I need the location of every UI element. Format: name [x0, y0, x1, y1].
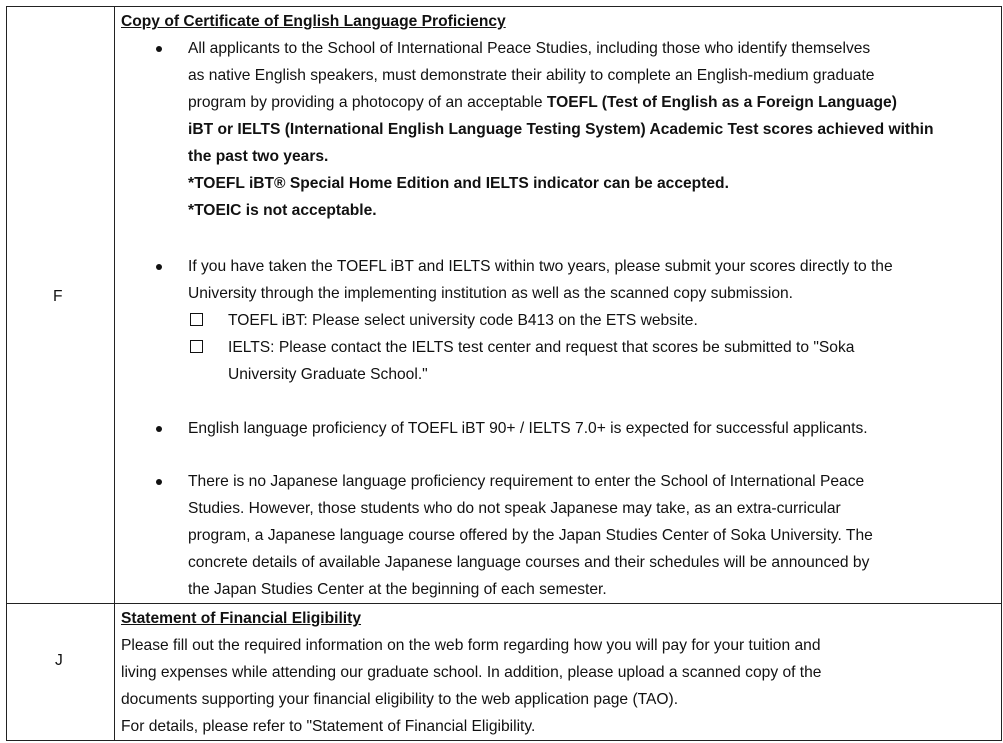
bullet1-line3 — [188, 89, 897, 116]
bullet1-note-home-edition: *TOEFL iBT® Special Home Edition and IELTS indicator can be accepted. — [188, 175, 729, 192]
bullet3-text: English language proficiency of TOEFL iBT 90+ / IELTS 7.0+ is expected for successful applicants. — [188, 420, 868, 437]
checkbox-ielts-label-line1: IELTS: Please contact the IELTS test center and request that scores be submitted to "Soka — [228, 339, 855, 356]
row-letter-f: F — [53, 288, 63, 305]
bullet-point — [156, 46, 162, 52]
bullet1-bold-line1: iBT or IELTS (International English Language Testing System) Academic Test scores achieved within — [188, 121, 934, 138]
table-border-right — [1001, 6, 1002, 741]
checkbox-ielts — [190, 340, 203, 353]
bullet-point — [156, 264, 162, 270]
financial-line2: living expenses while attending our graduate school. In addition, please upload a scanned copy of the — [121, 664, 822, 681]
bullet4-line5: the Japan Studies Center at the beginning of each semester. — [188, 581, 607, 598]
row-letter-j: J — [55, 652, 63, 669]
bullet-point — [156, 426, 162, 432]
column-divider — [114, 6, 115, 741]
bullet1-note-toeic: *TOEIC is not acceptable. — [188, 202, 377, 219]
row-divider — [6, 603, 1002, 604]
bullet1-line3-bold: TOEFL (Test of English as a Foreign Language) — [546, 94, 897, 111]
section-heading-english-proficiency: Copy of Certificate of English Language Proficiency — [121, 13, 506, 30]
checkbox-toefl — [190, 313, 203, 326]
bullet2-line1: If you have taken the TOEFL iBT and IELTS within two years, please submit your scores directly to the — [188, 258, 893, 275]
checkbox-ielts-label-line2: University Graduate School." — [228, 366, 428, 383]
financial-line1: Please fill out the required information on the web form regarding how you will pay for your tuition and — [121, 637, 821, 654]
table-border-bottom — [6, 740, 1002, 741]
bullet2-line2: University through the implementing institution as well as the scanned copy submission. — [188, 285, 793, 302]
bullet1-line1: All applicants to the School of International Peace Studies, including those who identify themselves — [188, 40, 871, 57]
bullet4-line1: There is no Japanese language proficiency requirement to enter the School of International Peace — [188, 473, 865, 490]
financial-line4: For details, please refer to "Statement of Financial Eligibility. — [121, 718, 536, 735]
table-border-top — [6, 6, 1002, 7]
bullet1-line3-plain: program by providing a photocopy of an acceptable — [188, 94, 547, 111]
bullet1-bold-line2: the past two years. — [188, 148, 329, 165]
bullet4-line4: concrete details of available Japanese language courses and their schedules will be announced by — [188, 554, 870, 571]
bullet1-line2: as native English speakers, must demonstrate their ability to complete an English-medium graduate — [188, 67, 875, 84]
checkbox-toefl-label: TOEFL iBT: Please select university code B413 on the ETS website. — [228, 312, 698, 329]
financial-line3: documents supporting your financial eligibility to the web application page (TAO). — [121, 691, 679, 708]
section-heading-financial-eligibility: Statement of Financial Eligibility — [121, 610, 362, 627]
bullet4-line2: Studies. However, those students who do not speak Japanese may take, as an extra-curricular — [188, 500, 841, 517]
bullet-point — [156, 479, 162, 485]
table-border-left — [6, 6, 7, 741]
bullet4-line3: program, a Japanese language course offered by the Japan Studies Center of Soka University. The — [188, 527, 873, 544]
